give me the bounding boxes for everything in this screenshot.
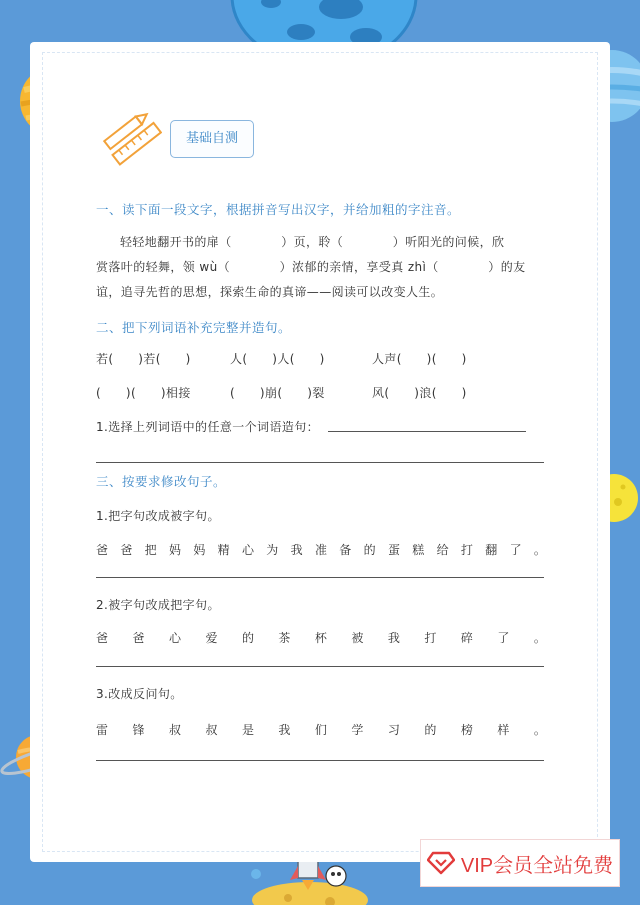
section2-heading: 二、把下列词语补充完整并造句。: [96, 320, 292, 335]
sentence-question: 1.选择上列词语中的任意一个词语造句：: [96, 420, 320, 434]
pencil-ruler-icon: [100, 110, 162, 166]
question3-sentence: 雷 锋 叔 叔 是 我 们 学 习 的 榜 样 。: [96, 723, 546, 737]
answer-line[interactable]: [96, 462, 544, 463]
idiom-item: ( )( )相接: [96, 386, 191, 400]
answer-line[interactable]: [328, 431, 526, 432]
vip-banner[interactable]: [420, 839, 620, 887]
question1-label: 1.把字句改成被字句。: [96, 509, 220, 523]
idiom-item: ( )崩( )裂: [230, 386, 325, 400]
section1-heading: 一、读下面一段文字，根据拼音写出汉字，并给加粗的字注音。: [96, 202, 461, 217]
question1-sentence: 爸 爸 把 妈 妈 精 心 为 我 准 备 的 蛋 糕 给 打 翻 了 。: [96, 543, 546, 557]
answer-line[interactable]: [96, 577, 544, 578]
idiom-item: 人( )人( ): [230, 352, 325, 366]
section-badge: 基础自测: [170, 120, 254, 158]
question2-sentence: 爸 爸 心 爱 的 茶 杯 被 我 打 碎 了 。: [96, 631, 546, 645]
section1-line3: 谊，追寻先哲的思想，探索生命的真谛——阅读可以改变人生。: [96, 285, 444, 299]
section1-line1: 轻轻地翻开书的扉（ ）页，聆（ ）听阳光的问候，欣: [120, 235, 505, 249]
vip-label: VIP会员全站免费: [460, 854, 614, 877]
idiom-item: 若( )若( ): [96, 352, 191, 366]
diamond-icon: [427, 851, 455, 875]
idiom-item: 人声( )( ): [372, 352, 467, 366]
answer-line[interactable]: [96, 666, 544, 667]
question3-label: 3.改成反问句。: [96, 687, 183, 701]
section3-heading: 三、按要求修改句子。: [96, 474, 227, 489]
answer-line[interactable]: [96, 760, 544, 761]
section1-line2: 赏落叶的轻舞，领 wù（ ）浓郁的亲情，享受真 zhì（ ）的友: [96, 260, 526, 274]
idiom-item: 风( )浪( ): [372, 386, 467, 400]
question2-label: 2.被字句改成把字句。: [96, 598, 220, 612]
